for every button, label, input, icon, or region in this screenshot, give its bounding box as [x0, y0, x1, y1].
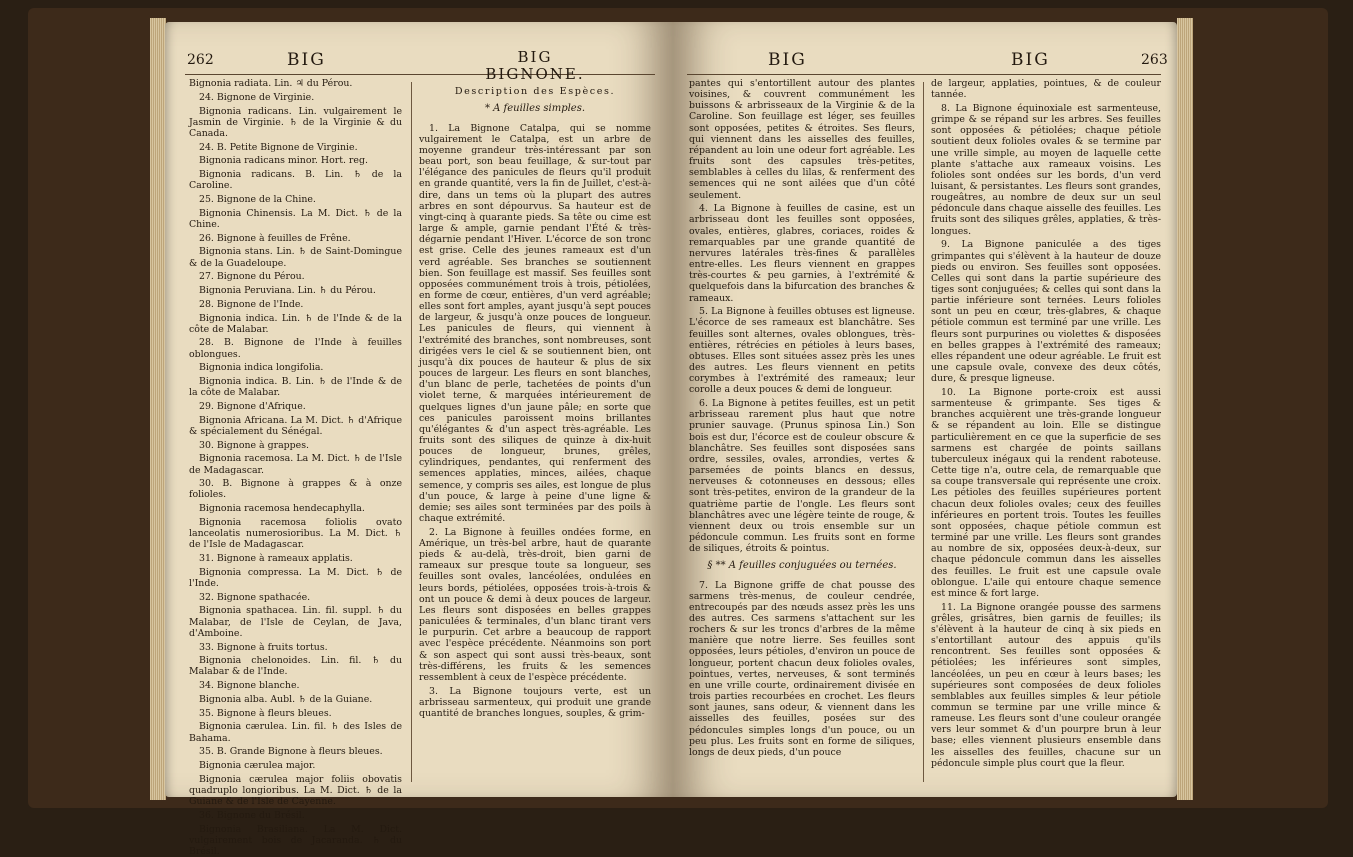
entry: 29. Bignone d'Afrique.: [199, 401, 306, 412]
entry: Bignonia radicans. B. Lin. ♄ de la Caroline.: [189, 169, 402, 192]
entry: Bignonia racemosa. La M. Dict. ♄ de l'Isle de Madagascar.: [189, 453, 402, 476]
entry: 24. Bignone de Virginie.: [199, 91, 315, 103]
entry: 36. Bignone du Brésil.: [199, 809, 305, 821]
header-rule: [687, 74, 1161, 75]
entry: 31. Bignone à rameaux applatis.: [199, 553, 353, 565]
paragraph: 3. La Bignone toujours verte, est un arbrisseau sarmenteux, qui produit une grande quantité de branches longues, souples, & grim-: [419, 685, 651, 719]
entry: Bignonia radicans. Lin. vulgairement le Jasmin de Virginie. ♄ de la Virginie & du Canada.: [189, 105, 402, 139]
running-head: BIG: [768, 50, 807, 70]
page-edges-left: [150, 18, 166, 800]
entry: Bignonia indica longifolia.: [199, 362, 324, 374]
article-running-title: BIG: [517, 48, 553, 66]
entry: 30. Bignone à grappes.: [199, 439, 310, 451]
article-title: BIGNONE.: [485, 65, 585, 84]
entry: Bignonia radicans minor. Hort. reg.: [199, 155, 368, 167]
subheading: Description des Espèces.: [454, 86, 616, 98]
entry: Bignonia racemosa foliolis ovato lanceolatis numerosioribus. La M. Dict. ♄ de l'Isle de Madagascar.: [189, 516, 402, 551]
paragraph: 1. La Bignone Catalpa, qui se nomme vulgairement le Catalpa, est un arbre de moyenne grandeur très-intéressant par son beau port, son beau feuillage, & sur-tout par l'élégance des panicules de fleurs qu'il produit en grande quantité, vers la fin de Juillet, c'est-à-dire, dans un tems où la plupart des autres arbres en sont dépourvus. Sa hauteur est de vingt-cinq à quarante pieds. Sa tête ou cime est large & ample, garnie pendant l'Été & très-dégarnie pendant l'Hiver. L'écorce de son tronc est grise. Celle des jeunes rameaux est d'un verd agréable. Ses branches se soutiennent bien. Son feuillage est massif. Ses feuilles sont opposées communément trois à trois, pétiolées, en forme de cœur, entières, d'un verd agréable; elles sont fort amples, ayant jusqu'à sept pouces de largeur, & jusqu'à onze pouces de longueur. Les panicules de fleurs, qui viennent à l'extrémité des branches, sont nombreuses, sont dirigées vers le ciel & se soutiennent bien, ont jusqu'à dix pouces de hauteur & plus de six pouces de largeur. Les fleurs en sont blanches, d'un blanc de perle, tachetées de points d'un violet terne, & marquées intérieurement de quelques lignes d'un jaune pâle; en sorte que ces panicules paroissent moins brillantes qu'élégantes & d'un aspect très-agréable. Les fruits sont des siliques de quinze à dix-huit pouces de longueur, brunes, grêles, cylindriques, pendantes, qui renferment des semences applaties, minces, ailées, chaque semence, y compris ses ailes, est longue de plus d'un pouce, & large à peine d'une ligne & demie; ses ailes sont terminées par des poils à chaque extrémité.: [419, 122, 651, 525]
entry: Bignonia spathacea. Lin. fil. suppl. ♄ du Malabar, de l'Isle de Ceylan, de Java, d'Amboine.: [189, 605, 402, 639]
entry: 24. B. Petite Bignone de Virginie.: [199, 141, 358, 153]
entry: Bignonia cærulea major.: [199, 760, 316, 772]
paragraph: pantes qui s'entortillent autour des plantes voisines, & couvrent communément les buissons & arbrisseaux de la Virginie & de la Caroline. Son feuillage est léger, ses feuilles sont opposées, petites & étroites. Ses fleurs, qui viennent dans les aisselles des feuilles, répandent au loin une odeur fort agréable. Les fruits sont des capsules très-petites, semblables à celles du lilas, & renferment des semences qui ne sont ailées que d'un côté seulement.: [689, 78, 915, 201]
paragraph: 6. La Bignone à petites feuilles, est un petit arbrisseau rarement plus haut que notre prunier sauvage. (Prunus spinosa Lin.) Son bois est dur, l'écorce est de couleur obscure & blanchâtre. Ses feuilles sont disposées sans ordre, sessiles, ovales, arrondies, vertes & parsemées de points blancs en dessus, nerveuses & cotonneuses en dessous; elles sont très-petites, environ de la grandeur de la quatrième partie de l'ongle. Les fleurs sont blanchâtres avec une légère teinte de rouge, & viennent deux ou trois ensemble sur un pédoncule commun. Les fruits sont en forme de siliques, étroits & pointus.: [689, 398, 915, 555]
paragraph: 9. La Bignone paniculée a des tiges grimpantes qui s'élèvent à la hauteur de douze pieds ou environ. Ses feuilles sont opposées. Celles qui sont dans la partie supérieure des tiges sont conjuguées; & celles qui sont dans la partie inférieure sont ternées. Leurs folioles sont un peu en cœur, très-glabres, & chaque pétiole commun est terminé par une vrille. Les fleurs sont purpurines ou violettes & disposées en belles grappes à l'extrémité des rameaux; elles répandent une odeur agréable. Le fruit est une capsule ovale, convexe des deux côtés, dure, & presque ligneuse.: [931, 239, 1161, 385]
page-number: 263: [1141, 52, 1168, 68]
paragraph: 2. La Bignone à feuilles ondées forme, en Amérique, un très-bel arbre, haut de quarante pieds & au-delà, très-droit, bien garni de rameaux sur presque toute sa longueur, ses feuilles sont ovales, lancéolées, ondulées en leurs bords, pétiolées, opposées trois-à-trois & ont un pouce & demi à deux pouces de largeur. Les fleurs sont disposées en belles grappes paniculées & terminales, d'un blanc tirant vers le purpurin. Cet arbre a beaucoup de rapport avec l'espèce précédente. Néanmoins son port & son aspect qui sont aussi très-beaux, sont très-différens, les fruits & les semences ressemblent à ceux de l'espèce précédente.: [419, 526, 651, 683]
entry: Bignonia indica. B. Lin. ♄ de l'Inde & de la côte de Malabar.: [189, 376, 402, 399]
paragraph: 5. La Bignone à feuilles obtuses est ligneuse. L'écorce de ses rameaux est blanchâtre. Ses feuilles sont alternes, ovales oblongues, très-entières, rétrécies en pétioles à leurs bases, obtuses. Elles sont situées assez près les unes des autres. Les fleurs viennent en petits corymbes à l'extrémité des rameaux; leur corolle a deux pouces & demi de longueur.: [689, 306, 915, 396]
running-head: BIG: [287, 50, 326, 70]
right-page: [673, 22, 1177, 797]
entry: Bignonia Africana. La M. Dict. ♄ d'Afrique & spécialement du Sénégal.: [189, 414, 402, 437]
entry: Bignonia cærulea major foliis obovatis quadruplo longioribus. La M. Dict. ♄ de la Guiane & de l'Isle de Cayenne.: [189, 773, 402, 808]
entry: 25. Bignone de la Chine.: [199, 193, 316, 205]
entry: Bignonia alba. Aubl. ♄ de la Guiane.: [199, 693, 373, 705]
entry: 35. B. Grande Bignone à fleurs bleues.: [199, 746, 383, 758]
page-edges-right: [1177, 18, 1193, 800]
left-column-2: [419, 48, 651, 764]
entry: 28. Bignone de l'Inde.: [199, 298, 304, 310]
page-number: 262: [187, 52, 214, 68]
section-heading: § ** A feuilles conjuguées ou ternées.: [707, 560, 897, 572]
running-head-2: BIG: [1011, 50, 1050, 70]
entry: 26. Bignone à feuilles de Frêne.: [199, 232, 351, 244]
entry: 30. B. Bignone à grappes & à onze folioles.: [189, 478, 402, 501]
entry: Bignonia indica. Lin. ♄ de l'Inde & de la côte de Malabar.: [189, 312, 402, 335]
entry: Bignonia stans. Lin. ♄ de Saint-Domingue & de la Guadeloupe.: [189, 246, 402, 269]
entry: Bignonia chelonoides. Lin. fil. ♄ du Malabar & de l'Inde.: [189, 655, 402, 678]
entry: 34. Bignone blanche.: [199, 680, 300, 692]
entry: Bignonia compressa. La M. Dict. ♄ de l'Inde.: [189, 566, 402, 589]
paragraph: 10. La Bignone porte-croix est aussi sarmenteuse & grimpante. Ses tiges & branches acquièrent une très-grande longueur & se répandent au loin. Elle se distingue particulièrement en ce que la superficie de ses sarmens est chargée de points saillans tuberculeux inégaux qui la rendent raboteuse. Cette tige n'a, outre cela, de remarquable que sa coupe transversale qui représente une croix. Les pétioles des feuilles supérieures portent chacun deux folioles ovales; ceux des feuilles inférieures en portent trois. Toutes les feuilles sont opposées, chaque pétiole commun est terminé par une vrille. Les fleurs sont grandes au nombre de six, opposées deux-à-deux, sur chaque pédoncule commun dans les aisselles des feuilles. Le fruit est une capsule ovale oblongue. L'aile qui entoure chaque semence est mince & fort large.: [931, 387, 1161, 599]
entry: 27. Bignone du Pérou.: [199, 271, 305, 283]
paragraph: 7. La Bignone griffe de chat pousse des sarmens très-menus, de couleur cendrée, entrecoupés par des nœuds assez près les uns des autres. Ces sarmens s'attachent sur les rochers & sur les troncs d'arbres de la même manière que notre lierre. Ses feuilles sont opposées, leurs pétioles, d'environ un pouce de longueur, portent chacun deux folioles ovales, pointues, vertes, nerveuses, & sont terminés en une vrille courte, ordinairement divisée en trois parties recourbées en crochet. Les fleurs sont jaunes, sans odeur, & viennent dans les aisselles des feuilles, posées sur des pédoncules simples longs d'un pouce, ou un peu plus. Les fruits sont en forme de siliques, longs de deux pieds, d'un pouce: [689, 579, 915, 758]
entry: Bignonia racemosa hendecaphylla.: [199, 503, 365, 515]
paragraph: 8. La Bignone équinoxiale est sarmenteuse, grimpe & se répand sur les arbres. Ses feuilles sont opposées & pétiolées; chaque pétiole soutient deux folioles ovales & se termine par une vrille simple, au moyen de laquelle cette plante s'attache aux rameaux voisins. Les folioles sont ondées sur les bords, d'un verd luisant, & persistantes. Les fleurs sont grandes, rougeâtres, au nombre de deux sur un seul pédoncule dans chaque aisselle des feuilles. Les fruits sont des siliques grêles, applaties, & très-longues.: [931, 102, 1161, 237]
entry: 35. Bignone à fleurs bleues.: [199, 707, 332, 719]
left-column-1: [189, 78, 402, 857]
entry: 32. Bignone spathacée.: [199, 591, 311, 603]
entry: Bignonia Peruviana. Lin. ♄ du Pérou.: [199, 285, 376, 297]
section-heading: * A feuilles simples.: [484, 103, 586, 115]
right-column-1: [689, 78, 915, 790]
paragraph: 4. La Bignone à feuilles de casine, est un arbrisseau dont les feuilles sont opposées, ovales, entières, glabres, coriaces, roides & remarquables par une grande quantité de nervures latérales très-fines & parallèles entre-elles. Les fleurs viennent en grappes très-courtes & peu garnies, à l'extrémité & quelquefois dans la bifurcation des branches & rameaux.: [689, 203, 915, 304]
right-column-2: [931, 78, 1161, 790]
left-page: [165, 22, 673, 857]
entry: 33. Bignone à fruits tortus.: [199, 641, 328, 653]
column-divider: [411, 82, 412, 782]
entry: Bignonia Chinensis. La M. Dict. ♄ de la Chine.: [189, 207, 402, 230]
paragraph: 11. La Bignone orangée pousse des sarmens grêles, grisâtres, bien garnis de feuilles; ils s'élèvent à la hauteur de cinq à six pieds en s'entortillant autour des appuis qu'ils rencontrent. Ses feuilles sont opposées & pétiolées; les inférieures sont simples, lancéolées, un peu en cœur à leurs bases; les supérieures sont composées de deux folioles semblables aux feuilles simples & leur pétiole commun se termine par une vrille mince & rameuse. Les fleurs sont d'une couleur orangée vers leur sommet & d'un pourpre brun à leur base; elles viennent plusieurs ensemble dans les aisselles des feuilles, chacune sur un pédoncule simple plus court que la fleur.: [931, 601, 1161, 769]
entry: Bignonia Brasiliana. La M. Dict. vulgairement bois de Jacaranda. ♄ du Brésil.: [189, 823, 402, 857]
entry: Bignonia cærulea. Lin. fil. ♄ des Isles de Bahama.: [189, 721, 402, 744]
entry: Bignonia radiata. Lin. ♃ du Pérou.: [189, 78, 353, 89]
paragraph: de largeur, applaties, pointues, & de couleur tannée.: [931, 78, 1161, 101]
entry: 28. B. Bignone de l'Inde à feuilles oblongues.: [189, 337, 402, 360]
column-divider: [923, 82, 924, 782]
